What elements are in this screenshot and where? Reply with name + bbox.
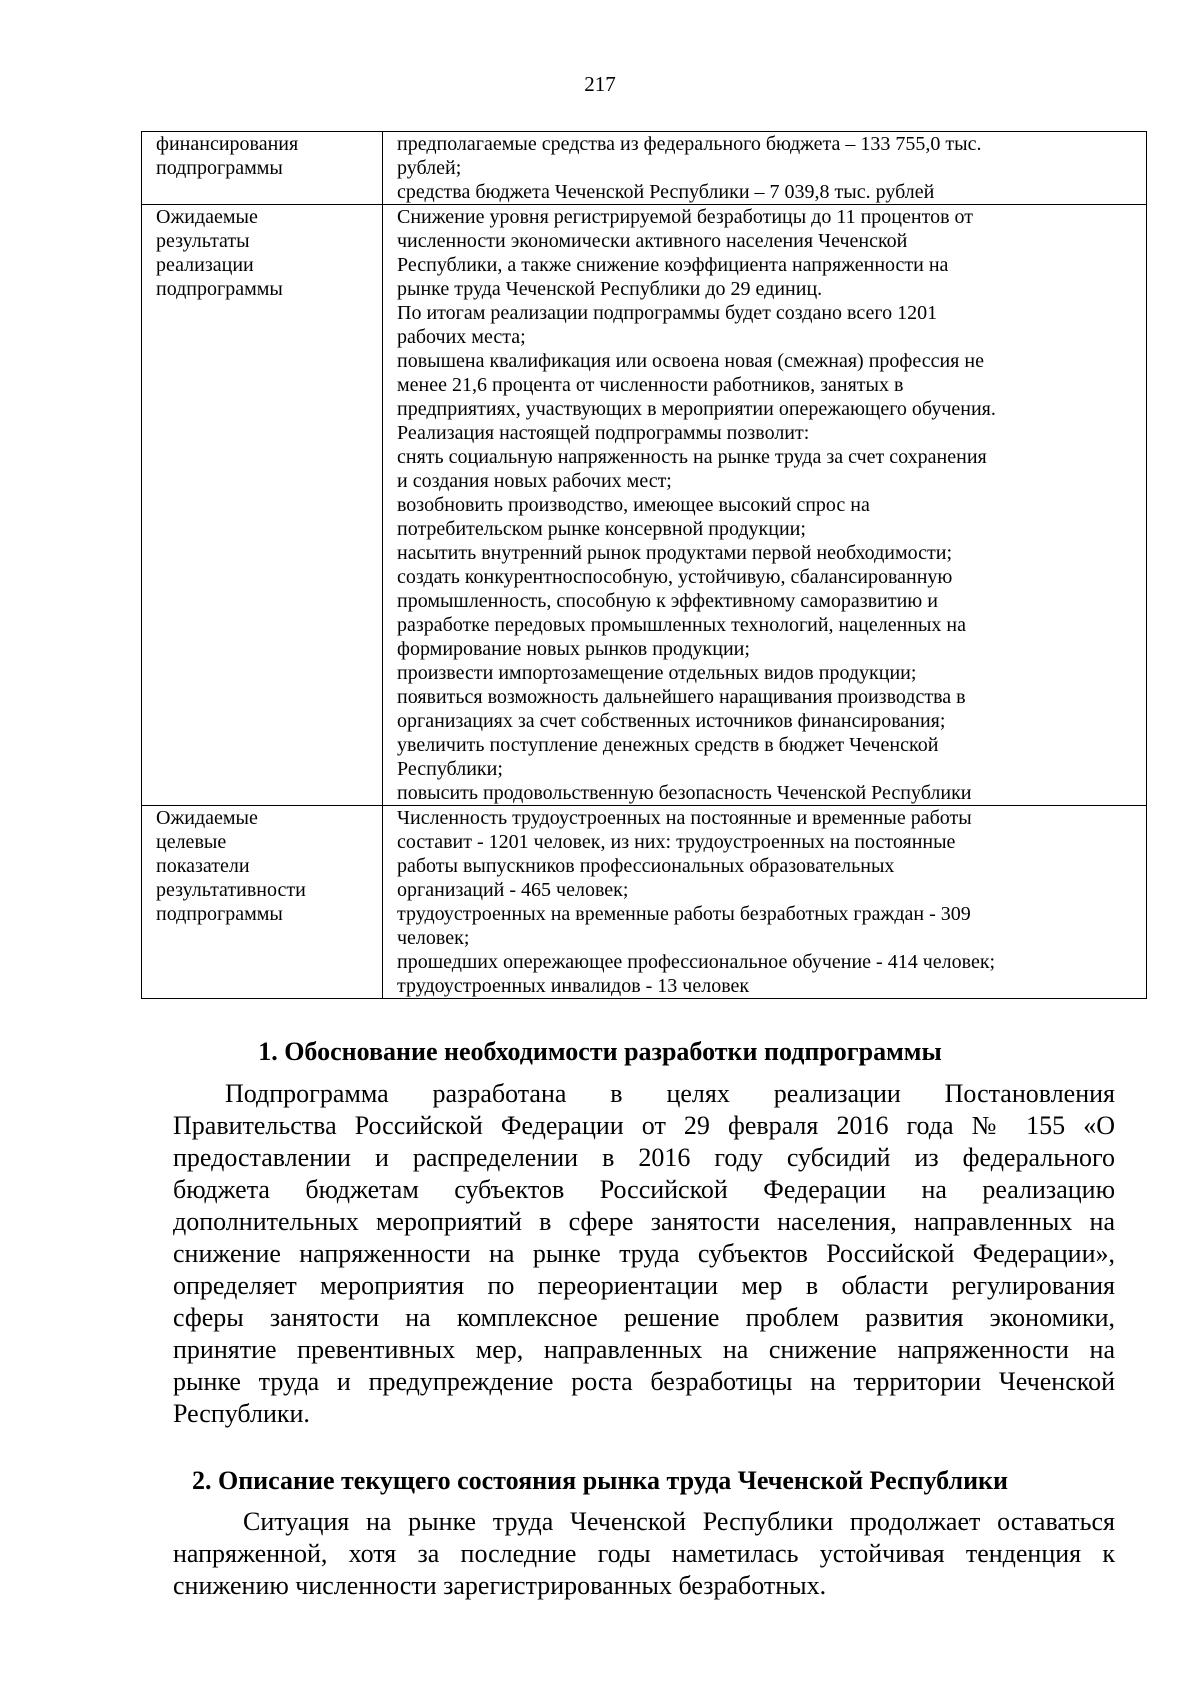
row-value-line: и создания новых рабочих мест;: [397, 470, 672, 492]
passport-table-body: [142, 132, 1147, 999]
row-label-line: показатели: [156, 855, 250, 877]
row-label-line: подпрограммы: [156, 278, 283, 300]
row-value-line: повысить продовольственную безопасность Чеченской Республики: [397, 782, 972, 804]
row-value-line: формирование новых рынков продукции;: [397, 638, 750, 660]
row-value-line: численности экономически активного населения Чеченской: [397, 230, 908, 252]
row-label-line: Ожидаемые: [156, 807, 258, 829]
paragraph-line: сферы занятости на комплексное решение проблем развития экономики,: [173, 1303, 1115, 1332]
row-value-line: Снижение уровня регистрируемой безработицы до 11 процентов от: [397, 206, 973, 228]
row-label-line: подпрограммы: [156, 157, 283, 179]
row-value-line: предприятиях, участвующих в мероприятии опережающего обучения.: [397, 398, 996, 420]
row-value-line: Республики;: [397, 758, 503, 780]
row-label-line: результаты: [156, 230, 250, 252]
paragraph-line: Ситуация на рынке труда Чеченской Республики продолжает оставаться: [243, 1507, 1115, 1536]
row-value-line: промышленность, способную к эффективному саморазвитию и: [397, 590, 938, 612]
paragraph-line: бюджета бюджетам субъектов Российской Федерации на реализацию: [173, 1175, 1115, 1204]
row-value-line: работы выпускников профессиональных образовательных: [397, 855, 895, 877]
row-value-cell: [383, 205, 1147, 806]
row-value-line: организациях за счет собственных источников финансирования;: [397, 710, 946, 732]
paragraph-line: Подпрограмма разработана в целях реализации Постановления: [225, 1079, 1115, 1108]
row-value-line: разработке передовых промышленных технологий, нацеленных на: [397, 614, 966, 636]
section-1-heading: 1. Обоснование необходимости разработки подпрограммы: [258, 1037, 942, 1066]
row-value-line: рабочих места;: [397, 326, 526, 348]
row-value-line: составит - 1201 человек, из них: трудоустроенных на постоянные: [397, 831, 956, 853]
section-2-heading: 2. Описание текущего состояния рынка труда Чеченской Республики: [191, 1466, 1009, 1495]
subprogram-passport-table: [141, 131, 1147, 999]
row-value-line: прошедших опережающее профессиональное обучение - 414 человек;: [397, 951, 996, 973]
row-value-line: менее 21,6 процента от численности работников, занятых в: [397, 374, 904, 396]
paragraph-line: Правительства Российской Федерации от 29 февраля 2016 года № 155 «О: [173, 1111, 1115, 1140]
row-label-cell: [142, 132, 383, 205]
row-label-line: результативности: [156, 879, 306, 901]
row-value-line: организаций - 465 человек;: [397, 879, 629, 901]
row-value-line: предполагаемые средства из федерального бюджета – 133 755,0 тыс.: [397, 133, 982, 155]
paragraph-line: снижение напряженности на рынке труда субъектов Российской Федерации»,: [173, 1239, 1115, 1268]
row-value-line: создать конкурентноспособную, устойчивую, сбалансированную: [397, 566, 953, 588]
row-value-cell: [383, 132, 1147, 205]
row-value-line: возобновить производство, имеющее высокий спрос на: [397, 494, 870, 516]
paragraph-line: определяет мероприятия по переориентации мер в области регулирования: [173, 1271, 1115, 1300]
section-2-paragraph: [173, 1506, 1115, 1602]
row-value-line: трудоустроенных на временные работы безработных граждан - 309: [397, 903, 971, 925]
table-row: [142, 205, 1147, 806]
row-value-line: Численность трудоустроенных на постоянные и временные работы: [397, 807, 972, 829]
row-label-cell: [142, 806, 383, 999]
row-value-line: повышена квалификация или освоена новая (смежная) профессия не: [397, 350, 984, 372]
row-label-line: реализации: [156, 254, 254, 276]
paragraph-line: напряженной, хотя за последние годы наметилась устойчивая тенденция к: [173, 1539, 1115, 1568]
row-value-line: Реализация настоящей подпрограммы позволит:: [397, 422, 810, 444]
row-label-line: целевые: [156, 831, 227, 853]
paragraph-line: дополнительных мероприятий в сфере занятости населения, направленных на: [173, 1207, 1115, 1236]
row-value-line: произвести импортозамещение отдельных видов продукции;: [397, 662, 917, 684]
paragraph-line: принятие превентивных мер, направленных на снижение напряженности на: [173, 1335, 1115, 1364]
paragraph-line: Республики.: [173, 1399, 310, 1428]
row-value-line: увеличить поступление денежных средств в бюджет Чеченской: [397, 734, 939, 756]
page-number: 217: [584, 72, 616, 96]
row-value-line: появиться возможность дальнейшего наращивания производства в: [397, 686, 966, 708]
row-value-line: потребительском рынке консервной продукции;: [397, 518, 806, 540]
paragraph-line: рынке труда и предупреждение роста безработицы на территории Чеченской: [173, 1367, 1115, 1396]
row-label-line: финансирования: [156, 133, 299, 155]
section-1-paragraph: [173, 1078, 1115, 1430]
row-value-line: средства бюджета Чеченской Республики – 7 039,8 тыс. рублей: [397, 181, 935, 203]
table-row: [142, 132, 1147, 205]
row-label-line: подпрограммы: [156, 903, 283, 925]
row-value-line: трудоустроенных инвалидов - 13 человек: [397, 975, 750, 997]
row-value-line: По итогам реализации подпрограммы будет создано всего 1201: [397, 302, 938, 324]
paragraph-line: снижению численности зарегистрированных безработных.: [173, 1571, 827, 1600]
row-value-line: рынке труда Чеченской Республики до 29 единиц.: [397, 278, 823, 300]
row-value-line: Республики, а также снижение коэффициента напряженности на: [397, 254, 949, 276]
row-value-line: человек;: [397, 927, 470, 949]
paragraph-line: предоставлении и распределении в 2016 году субсидий из федерального: [173, 1143, 1115, 1172]
row-value-cell: [383, 806, 1147, 999]
row-value-line: насытить внутренний рынок продуктами первой необходимости;: [397, 542, 953, 564]
row-label-cell: [142, 205, 383, 806]
table-row: [142, 806, 1147, 999]
row-label-line: Ожидаемые: [156, 206, 258, 228]
row-value-line: снять социальную напряженность на рынке труда за счет сохранения: [397, 446, 987, 468]
row-value-line: рублей;: [397, 157, 462, 179]
